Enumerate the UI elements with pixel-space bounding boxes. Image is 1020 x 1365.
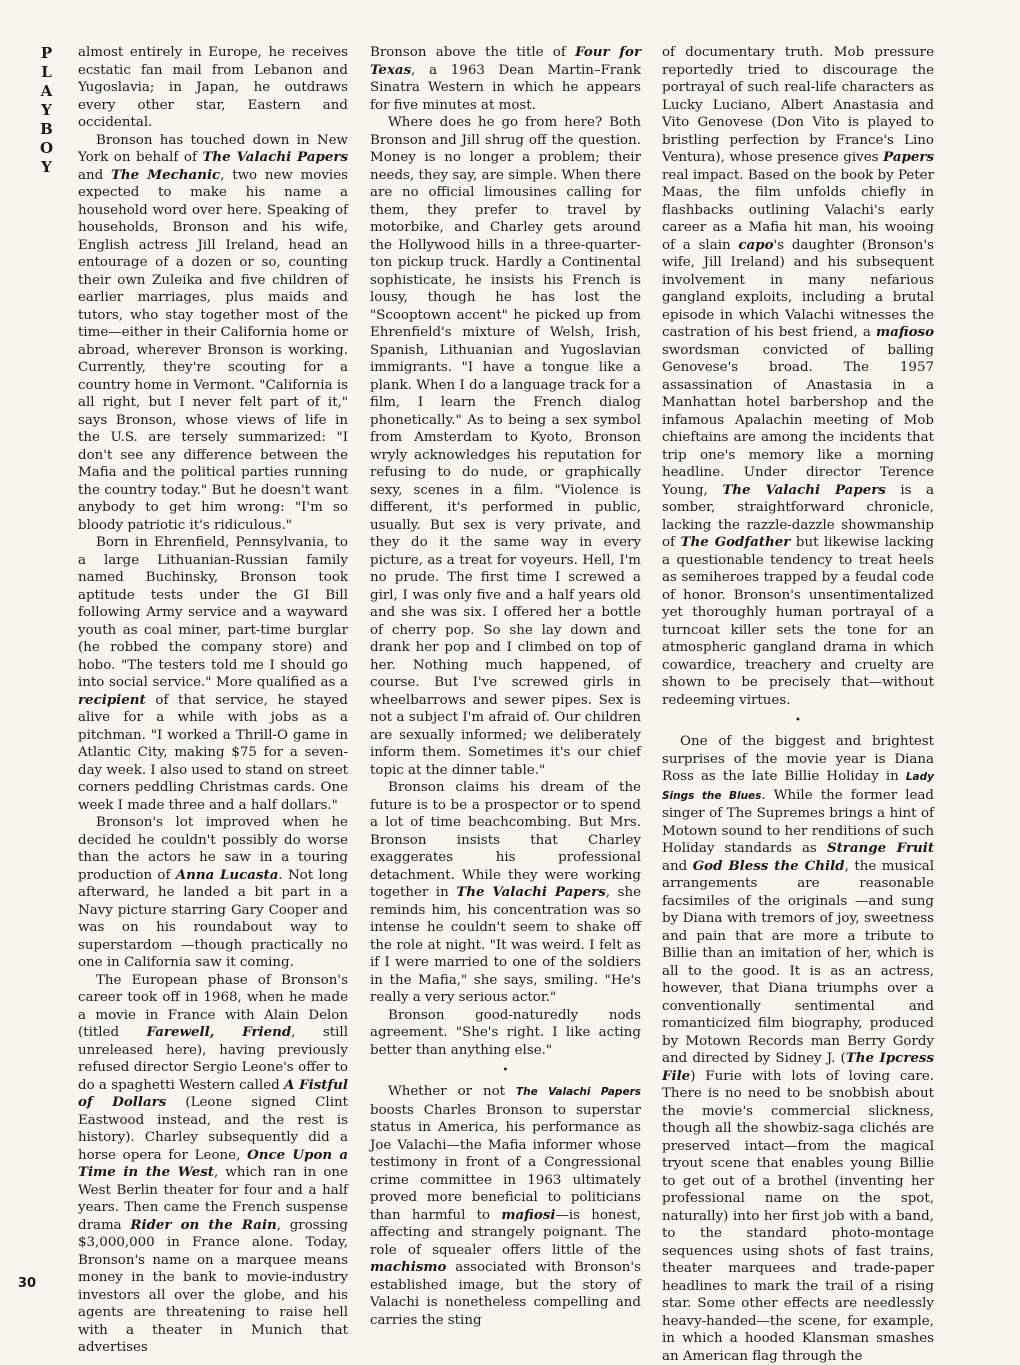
paragraph: Born in Ehrenfield, Pennsylvania, to a large Lithuanian-Russian family named Buchinsky, Bronson took aptitude tests under the GI Bill following Army service and a wayward youth as coal miner, part-time burglar (he robbed the company store) and hobo. "The testers told me I should go into social service." More qualified as a recipient of that service, he stayed alive for a while with jobs as a pitchman. "I worked a Thrill-O game in Atlantic City, making $75 for a seven-day week. I also used to stand on street corners peddling Christmas cards. One week I made three and a half dollars." [78,535,348,813]
masthead-letter: Y [41,101,53,119]
paragraph: Where does he go from here? Both Bronson and Jill shrug off the question. Money is no longer a problem; their needs, they say, are simple. When there are no official limousines calling for them, they prefer to travel by motorbike, and Charley gets around the Hollywood hills in a three-quarter-ton pickup truck. Hardly a Continental sophisticate, he insists his French is lousy, though he has lost the "Scooptown accent" he picked up from Ehrenfield's mixture of Welsh, Irish, Spanish, Lithuanian and Yugoslavian immigrants. "I have a tongue like a plank. When I do a language track for a film, I learn the French dialog phonetically." As to being a sex symbol from Amsterdam to Kyoto, Bronson wryly acknowledges his reputation for refusing to do nude, or graphically sexy, scenes in a film. "Violence is different, it's performed in public, usually. But sex is very private, and they do it the same way in every picture, as a treat for voyeurs. Hell, I'm no prude. The first time I screwed a girl, I was only five and a half years old and she was six. I offered her a bottle of cherry pop. So she lay down and drank her pop and I climbed on top of her. Nothing much happened, of course. But I've screwed girls in wheelbarrows and sewer pipes. Sex is not a subject I'm afraid of. Our children are sexually informed; we deliberately inform them. Sometimes it's our chief topic at the dinner table." [370,115,641,778]
masthead-letter: Y [41,158,53,176]
paragraph: of documentary truth. Mob pressure reportedly tried to discourage the portrayal of such real-life characters as Lucky Luciano, Albert Anastasia and Vito Genovese (Don Vito is played to bristling perfection by France's Lino Ventura), whose presence gives Papers real impact. Based on the book by Peter Maas, the film unfolds chiefly in flashbacks outlining Valachi's early career as a Mafia hit man, his wooing of a slain capo's daughter (Bronson's wife, Jill Ireland) and his subsequent involvement in many nefarious gangland exploits, including a brutal episode in which Valachi witnesses the castration of his best friend, a mafioso swordsman convicted of balling Genovese's broad. The 1957 assassination of Anastasia in a Manhattan hotel barbershop and the infamous Apalachin meeting of Mob chieftains are among the incidents that trip one's memory like a morning headline. Under director Terence Young, The Valachi Papers is a somber, straightforward chronicle, lacking the razzle-dazzle showmanship of The Godfather but likewise lacking a questionable tendency to treat heels as semiheroes trapped by a feudal code of honor. Bronson's unsentimentalized yet thoroughly human portrayal of a turncoat killer sets the tone for an atmospheric gangland drama in which cowardice, treachery and cruelty are shown to be precisely that—without redeeming virtues. [662,45,934,708]
paragraph: One of the biggest and brightest surprises of the movie year is Diana Ross as the late Billie Holiday in Lady Sings the Blues. While the former lead singer of The Supremes brings a hint of Motown sound to her renditions of such Holiday standards as Strange Fruit and God Bless the Child, the musical arrangements are reasonable facsimiles of the originals —and sung by Diana with tremors of joy, sweetness and pain that are more a tribute to Billie than an imitation of her, which is all to the good. It is as an actress, however, that Diana triumphs over a conventionally sentimental and romanticized film biography, produced by Motown Records man Berry Gordy and directed by Sidney J. (The Ipcress File) Furie with lots of loving care. There is no need to be snobbish about the movie's commercial slickness, though all the showbiz-saga clichés are preserved intact—from the magical tryout scene that enables young Billie to get out of a brothel (inventing her professional name on the spot, naturally) into her first job with a band, to the standard photo-montage sequences using shots of fast trains, theater marquees and trade-paper headlines to mark the trail of a rising star. Some other effects are needlessly heavy-handed—the scene, for example, in which a hooded Klansman smashes an American flag through the [662,734,935,1364]
column-1 [78,44,348,1357]
section-separator: • [502,1065,509,1076]
masthead-letter: L [41,63,53,81]
paragraph: The European phase of Bronson's career took off in 1968, when he made a movie in France with Alain Delon (titled Farewell, Friend, still unreleased here), having previously refused director Sergio Leone's offer to do a spaghetti Western called A Fistful of Dollars (Leone signed Clint Eastwood instead, and the rest is history). Charley subsequently did a horse opera for Leone, Once Upon a Time in the West, which ran in one West Berlin theater for four and a half years. Then came the French suspense drama Rider on the Rain, grossing $3,000,000 in France alone. Today, Bronson's name on a marquee means money in the bank to movie-industry investors all over the globe, and his agents are threatening to raise hell with a theater in Munich that advertises [78,972,349,1355]
paragraph: Bronson has touched down in New York on behalf of The Valachi Papers and The Mechanic, two new movies expected to make his name a household word over here. Speaking of households, Bronson and his wife, English actress Jill Ireland, head an entourage of a dozen or so, counting their own Zuleika and five children of earlier marriages, plus maids and tutors, who stay together most of the time—either in their California home or abroad, wherever Bronson is working. Currently, they're scouting for a country home in Vermont. "California is all right, but I never felt part of it," says Bronson, whose views of life in the U.S. are tersely summarized: "I don't see any difference between the Mafia and the political parties running the country today." But he doesn't want anybody to get him wrong: "I'm so bloody patriotic it's ridiculous." [78,132,349,533]
section-separator: • [795,715,801,726]
column-2 [370,44,641,1329]
masthead-letter: A [40,82,54,100]
paragraph: Bronson good-naturedly nods agreement. "She's right. I like acting better than anything else." [370,1007,641,1058]
column-3 [662,44,934,1365]
masthead-letter: B [40,120,54,138]
paragraph: Bronson claims his dream of the future is to be a prospector or to spend a lot of time beachcombing. But Mrs. Bronson insists that Charley exaggerates his professional detachment. While they were working together in The Valachi Papers, she reminds him, his concentration was so intense he couldn't seem to shake off the role at night. "It was weird. I felt as if I were married to one of the soldiers in the Mafia," she says, smiling. "He's really a very serious actor." [370,780,641,1005]
paragraph: Whether or not The Valachi Papers boosts Charles Bronson to superstar status in America, his performance as Joe Valachi—the Mafia informer whose testimony in front of a Congressional crime committee in 1963 ultimately proved more beneficial to politicians than harmful to mafiosi—is honest, affecting and strangely poignant. The role of squealer offers little of the machismo associated with Bronson's established image, but the story of Valachi is nonetheless compelling and carries the sting [370,1084,641,1328]
paragraph: Bronson above the title of Four for Texas, a 1963 Dean Martin–Frank Sinatra Western in which he appears for five minutes at most. [370,44,642,113]
paragraph: Bronson's lot improved when he decided he couldn't possibly do worse than the actors he saw in a touring production of Anna Lucasta. Not long afterward, he landed a bit part in a Navy picture starring Gary Cooper and was on his roundabout way to superstardom —though practically no one in California saw it coming. [78,815,348,970]
masthead-letter: O [39,139,55,157]
paragraph: almost entirely in Europe, he receives ecstatic fan mail from Lebanon and Yugoslavia; in Japan, he outdraws every other star, Eastern and occidental. [78,45,348,130]
masthead [36,44,58,177]
masthead-letter: P [40,44,54,62]
page-number: 30 [18,1276,37,1291]
